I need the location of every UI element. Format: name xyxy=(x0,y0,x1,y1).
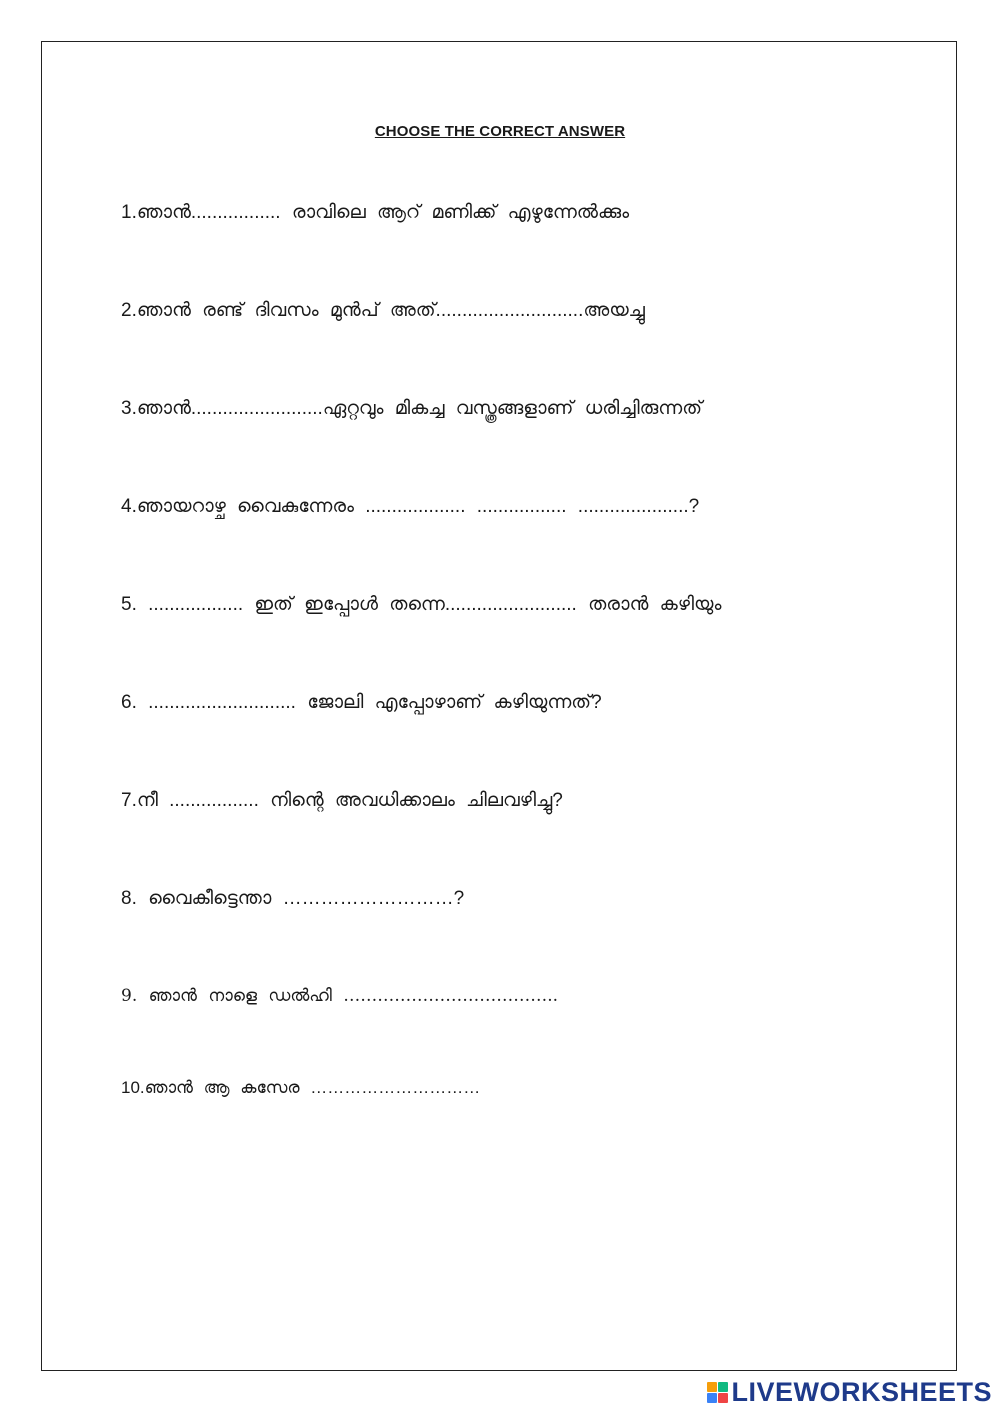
question-3: 3.ഞാൻ.........................ഏറ്റവും മികച്ച വസ്ത്രങ്ങളാണ് ധരിച്ചിരുന്നത് xyxy=(121,398,703,419)
question-10: 10.ഞാൻ ആ കസേര ………………………… xyxy=(121,1078,481,1097)
question-5: 5. .................. ഇത് ഇപ്പോൾ തന്നെ......................... തരാൻ കഴിയും xyxy=(121,594,722,615)
logo-block-1 xyxy=(707,1382,717,1392)
logo-block-2 xyxy=(718,1382,728,1392)
question-7: 7.നീ ................. നിന്റെ അവധിക്കാലം ചിലവഴിച്ചു? xyxy=(121,790,563,811)
liveworksheets-logo xyxy=(707,1377,992,1408)
worksheet-title: CHOOSE THE CORRECT ANSWER xyxy=(374,123,626,140)
logo-block-3 xyxy=(707,1393,717,1403)
question-2: 2.ഞാൻ രണ്ട് ദിവസം മുൻപ് അത്............................അയച്ചു xyxy=(121,300,645,321)
question-8: 8. വൈകീട്ടെന്താ ………………………? xyxy=(121,888,465,909)
question-1: 1.ഞാൻ................. രാവിലെ ആറ് മണിക്ക് എഴുന്നേൽക്കും xyxy=(121,202,630,223)
logo-block-4 xyxy=(718,1393,728,1403)
question-4: 4.ഞായറാഴ്ച വൈകുന്നേരം ................... ................. .....................? xyxy=(121,496,700,517)
question-6: 6. ............................ ജോലി എപ്പോഴാണ് കഴിയുന്നത്? xyxy=(121,692,602,713)
logo-blocks-icon xyxy=(707,1382,728,1403)
brand-name: LIVEWORKSHEETS xyxy=(731,1377,992,1407)
question-9: 9. ഞാൻ നാളെ ഡൽഹി ……………………………….. xyxy=(121,986,559,1006)
